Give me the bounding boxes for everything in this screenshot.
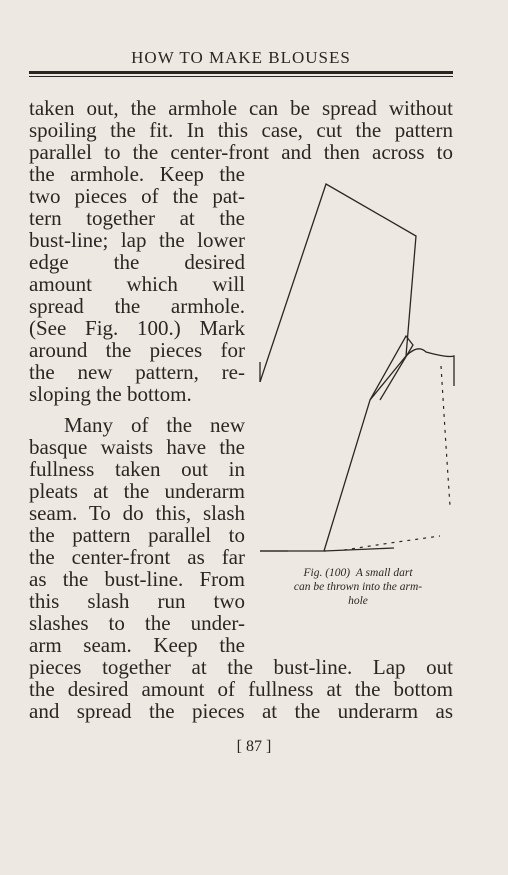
text-line: as the bust-line. From: [29, 567, 245, 591]
pattern-diagram: [258, 168, 458, 568]
text-line: spoiling the fit. In this case, cut the pattern: [29, 118, 453, 142]
text-line: the armhole. Keep the: [29, 162, 245, 186]
caption-line: A small dart: [355, 567, 413, 579]
text-line: (See Fig. 100.) Mark: [29, 316, 245, 340]
text-line: fullness taken out in: [29, 457, 245, 481]
text-line: the pattern parallel to: [29, 523, 245, 547]
text-line: sloping the bottom.: [29, 382, 192, 406]
text-line: the desired amount of fullness at the bottom: [29, 677, 453, 701]
armhole-curve: [406, 349, 454, 386]
text-line: around the pieces for: [29, 338, 245, 362]
text-line: bust-line; lap the lower: [29, 228, 245, 252]
header-rule-thick: [29, 71, 453, 74]
text-line: taken out, the armhole can be spread without: [29, 96, 453, 120]
figure-label: Fig. (100): [303, 567, 351, 579]
text-line: seam. To do this, slash: [29, 501, 245, 525]
caption-line: hole: [348, 595, 368, 607]
bottom-edge: [324, 548, 394, 551]
text-line: spread the armhole.: [29, 294, 245, 318]
text-line: pleats at the underarm: [29, 479, 245, 503]
text-line: arm seam. Keep the: [29, 633, 245, 657]
spread-line-right: [441, 366, 450, 506]
header-rule-thin: [29, 76, 453, 77]
text-line: amount which will: [29, 272, 245, 296]
page-number: [ 87 ]: [236, 738, 272, 755]
text-line: two pieces of the pat-: [29, 184, 245, 208]
text-line: edge the desired: [29, 250, 245, 274]
text-line: the center-front as far: [29, 545, 245, 569]
pattern-outline: [260, 362, 326, 551]
pattern-outline-main: [260, 184, 416, 551]
text-line: pieces together at the bust-line. Lap out: [29, 655, 453, 679]
text-line: the new pattern, re-: [29, 360, 245, 384]
text-line: Many of the new: [64, 413, 245, 437]
text-line: tern together at the: [29, 206, 245, 230]
caption-line: can be thrown into the arm-: [293, 581, 423, 593]
text-line: this slash run two: [29, 589, 245, 613]
text-line: slashes to the under-: [29, 611, 245, 635]
running-head: HOW TO MAKE BLOUSES: [131, 48, 351, 67]
text-line: basque waists have the: [29, 435, 245, 459]
text-line: and spread the pieces at the underarm as: [29, 699, 453, 723]
text-line: parallel to the center-front and then across to: [29, 140, 453, 164]
figure-caption: [258, 566, 458, 608]
